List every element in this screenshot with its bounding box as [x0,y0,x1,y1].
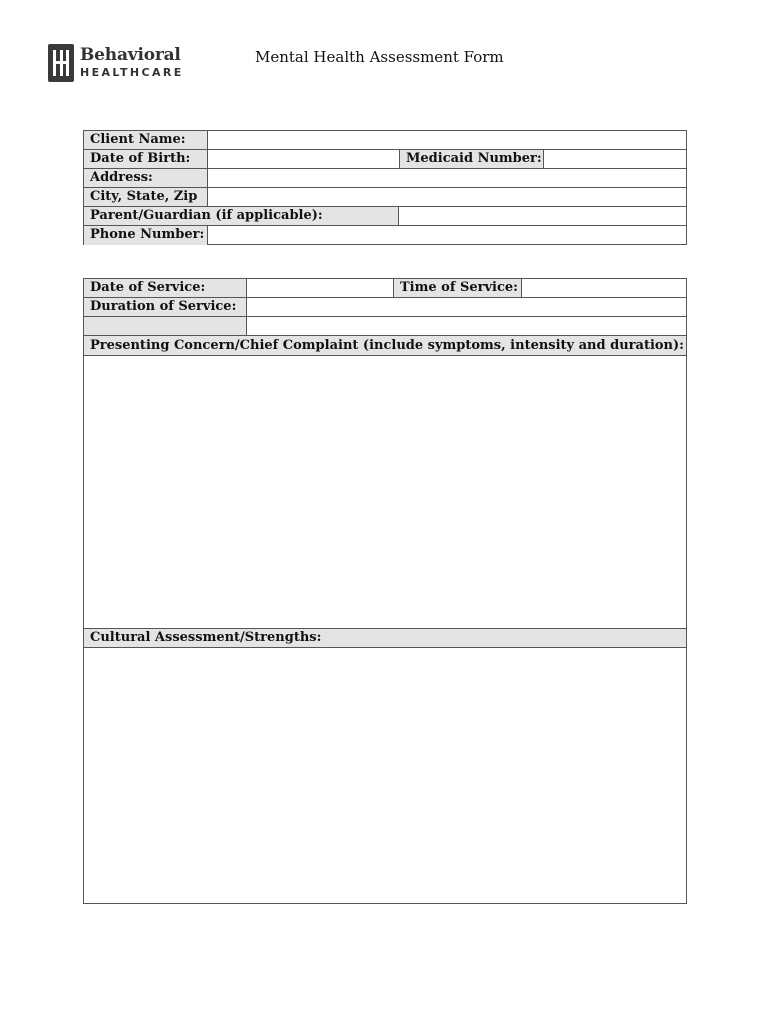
client-name-field[interactable] [208,131,686,149]
phone-field[interactable] [208,226,686,245]
date-of-service-label: Date of Service: [90,280,206,295]
presenting-concern-label: Presenting Concern/Chief Complaint (include symptoms, intensity and duration): [90,338,684,353]
address-field[interactable] [208,169,686,187]
date-of-service-label-cell [84,279,247,297]
phone-label-cell [84,226,208,245]
dob-label: Date of Birth: [90,151,191,166]
address-row [84,169,686,188]
phone-row [84,226,686,245]
duration-field[interactable] [247,298,686,316]
duration-label: Duration of Service: [90,299,237,314]
medicaid-label: Medicaid Number: [406,151,542,166]
medicaid-field[interactable] [544,150,686,168]
blank-field[interactable] [247,317,686,335]
client-name-row [84,131,686,150]
dob-label-cell [84,150,208,168]
phone-label: Phone Number: [90,227,205,242]
guardian-field[interactable] [399,207,686,225]
client-name-label-cell [84,131,208,149]
guardian-label-cell [84,207,399,225]
logo-text-healthcare: HEALTHCARE [80,66,184,79]
address-label: Address: [90,170,153,185]
client-name-label: Client Name: [90,132,186,147]
cultural-assessment-textarea[interactable] [84,648,686,903]
behavioral-healthcare-logo [48,44,188,84]
guardian-label: Parent/Guardian (if applicable): [90,208,323,223]
time-of-service-label: Time of Service: [400,280,518,295]
city-label-cell [84,188,208,206]
logo-text-behavioral: Behavioral [80,45,181,65]
dob-field[interactable] [208,150,400,168]
cultural-assessment-header-row [84,629,686,648]
form-title: Mental Health Assessment Form [255,48,504,66]
time-of-service-field[interactable] [522,279,686,297]
logo-mark-icon [48,44,74,82]
time-of-service-label-cell [394,279,522,297]
city-field[interactable] [208,188,686,206]
address-label-cell [84,169,208,187]
client-info-table [83,130,687,245]
date-time-row [84,279,686,298]
service-info-table [83,278,687,904]
presenting-concern-textarea[interactable] [84,356,686,629]
blank-row [84,317,686,336]
medicaid-label-cell [400,150,544,168]
dob-row [84,150,686,169]
date-of-service-field[interactable] [247,279,394,297]
cultural-assessment-label: Cultural Assessment/Strengths: [90,630,322,645]
presenting-concern-header-row [84,336,686,356]
duration-row [84,298,686,317]
city-row [84,188,686,207]
duration-label-cell [84,298,247,316]
guardian-row [84,207,686,226]
city-label: City, State, Zip [90,189,198,204]
blank-label-cell [84,317,247,335]
